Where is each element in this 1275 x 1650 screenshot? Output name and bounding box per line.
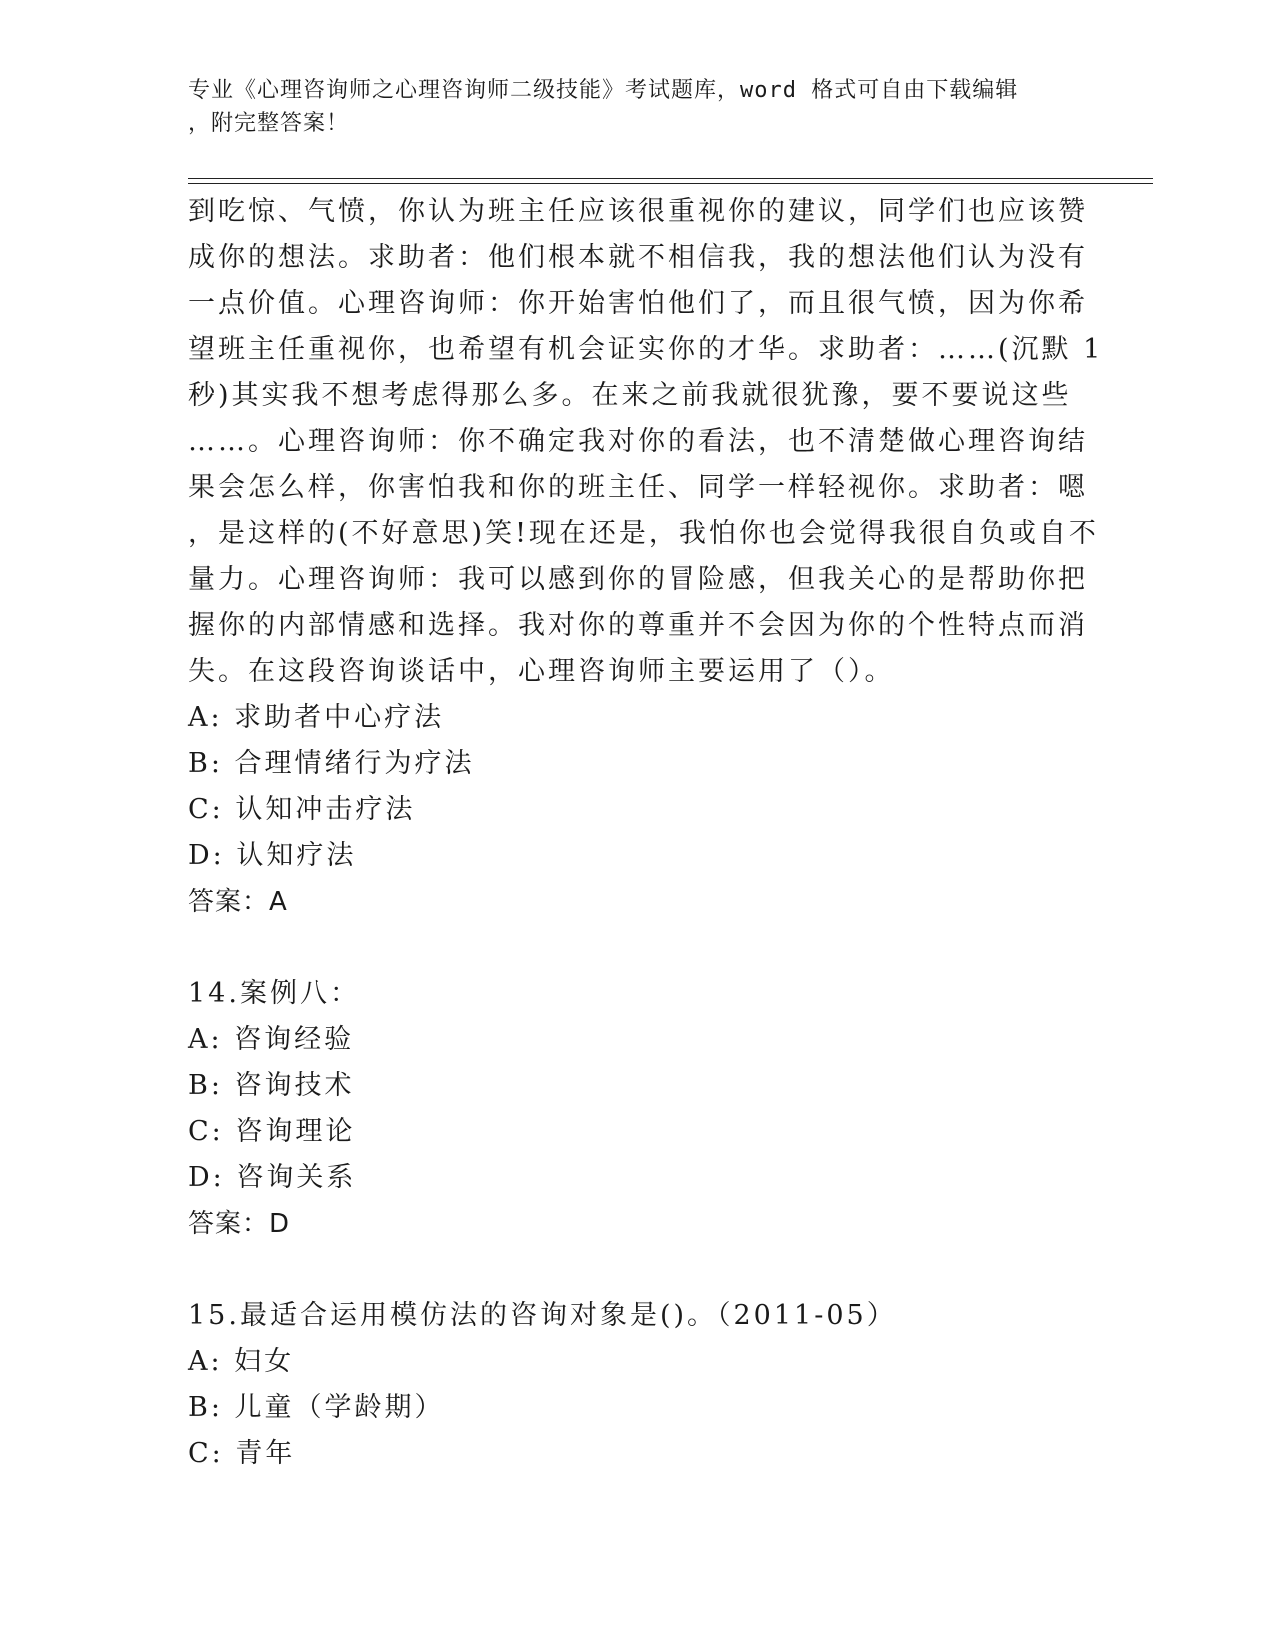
answer-label: 答案：A [188,887,288,917]
question-title: 15.最适合运用模仿法的咨询对象是()。（2011-05） [188,1300,897,1331]
passage-line: ，是这样的(不好意思)笑!现在还是，我怕你也会觉得我很自负或自不 [188,518,1099,549]
passage-line: 失。在这段咨询谈话中，心理咨询师主要运用了（）。 [188,656,895,687]
question-title: 14.案例八： [188,978,360,1009]
option-b: B: 儿童（学龄期） [188,1392,445,1423]
option-c: C: 咨询理论 [188,1116,356,1147]
passage-line: 到吃惊、气愤，你认为班主任应该很重视你的建议，同学们也应该赞 [188,196,1088,227]
option-a: A: 咨询经验 [188,1024,355,1055]
question-content [188,189,1104,1477]
header-divider-bottom [188,183,1153,184]
passage-line: 望班主任重视你，也希望有机会证实你的才华。求助者：……(沉默 1 [188,334,1104,365]
passage-line: 果会怎么样，你害怕我和你的班主任、同学一样轻视你。求助者：嗯 [188,472,1088,503]
question-14 [188,971,1088,1247]
header-line-1: 专业《心理咨询师之心理咨询师二级技能》考试题库，word 格式可自由下载编辑 [188,78,1019,103]
question-15 [188,1293,1088,1477]
option-a: A: 求助者中心疗法 [188,702,445,733]
option-d: D: 认知疗法 [188,840,357,871]
question-13 [188,189,1104,925]
header-line-2: ，附完整答案！ [188,111,350,136]
spacer [188,1247,1088,1293]
passage-line: 一点价值。心理咨询师：你开始害怕他们了，而且很气愤，因为你希 [188,288,1088,319]
answer-label: 答案：D [188,1209,291,1239]
option-c: C: 青年 [188,1438,296,1469]
option-c: C: 认知冲击疗法 [188,794,416,825]
passage-line: 成你的想法。求助者：他们根本就不相信我，我的想法他们认为没有 [188,242,1088,273]
passage-line: 秒)其实我不想考虑得那么多。在来之前我就很犹豫，要不要说这些 [188,380,1072,411]
question-13-passage [188,189,1104,695]
option-a: A: 妇女 [188,1346,295,1377]
passage-line: 握你的内部情感和选择。我对你的尊重并不会因为你的个性特点而消 [188,610,1088,641]
option-d: D: 咨询关系 [188,1162,357,1193]
option-b: B: 咨询技术 [188,1070,355,1101]
passage-line: 量力。心理咨询师：我可以感到你的冒险感，但我关心的是帮助你把 [188,564,1088,595]
document-header [188,74,1088,140]
spacer [188,925,1088,971]
header-divider-top [188,178,1153,179]
passage-line: ……。心理咨询师：你不确定我对你的看法，也不清楚做心理咨询结 [188,426,1088,457]
option-b: B: 合理情绪行为疗法 [188,748,475,779]
